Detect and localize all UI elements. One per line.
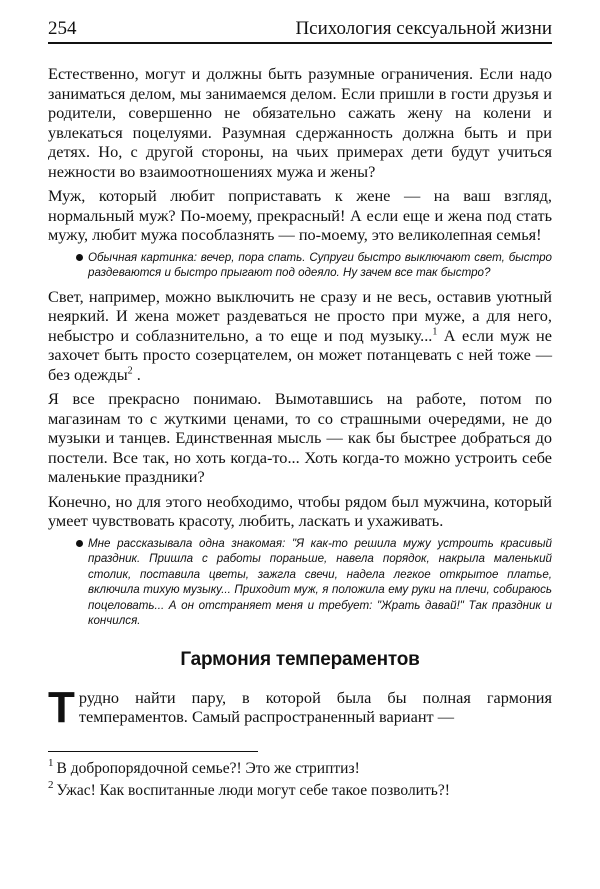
- running-title: Психология сексуальной жизни: [295, 18, 552, 39]
- paragraph: [48, 682, 552, 732]
- section-heading: Гармония темпераментов: [180, 648, 420, 670]
- drop-cap: Т: [48, 682, 75, 732]
- footnote-ref[interactable]: 2: [127, 365, 133, 377]
- paragraph: Я все прекрасно понимаю. Вымотавшись на работе, потом по магазинам то с жуткими ценами, то со страшными очередями, не до музыки и танцев. Единственная мысль — как бы быстрее добраться до постели. Все так, но хоть когда-то... Хоть когда-то можно устроить себе маленькие праздники?: [48, 389, 552, 486]
- note-text: Обычная картинка: вечер, пора спать. Супруги быстро выключают свет, быстро раздеваются и быстро прыгают под одеяло. Ну зачем все так быстро?: [88, 250, 552, 279]
- paragraph: Конечно, но для этого необходимо, чтобы рядом был мужчина, который умеет чувствовать красоту, любить, ласкать и ухаживать.: [48, 491, 552, 530]
- bullet-icon: [76, 540, 83, 547]
- footnote-number: 1: [48, 757, 54, 770]
- paragraph: Муж, который любит поприставать к жене — на ваш взгляд, нормальный муж? По-моему, прекрасный! А если еще и жена под стать мужу, любит мужа пособлазнять — по-моему, это великолепная семья!: [48, 186, 552, 244]
- running-header: [48, 18, 552, 44]
- bullet-icon: [76, 254, 83, 261]
- bullet-note: [48, 250, 552, 281]
- footnote: [48, 758, 552, 780]
- footnote: [48, 780, 552, 802]
- footnote-number: 2: [48, 779, 54, 792]
- bullet-note: [48, 536, 552, 629]
- footnote-text: Ужас! Как воспитанные люди могут себе такое позволить?!: [56, 781, 450, 799]
- footnote-ref[interactable]: 1: [432, 326, 438, 338]
- paragraph-text: А если муж не захочет быть просто созерцателем, он может потанцевать с ней тоже — без одежды: [48, 325, 552, 384]
- footnote-divider: [48, 751, 258, 752]
- paragraph: [48, 287, 552, 385]
- paragraph: Естественно, могут и должны быть разумные ограничения. Если надо заниматься делом, мы занимаемся делом. Если пришли в гости друзья и родители, совершенно не обязательно сажать жену на колени и увлекаться поцелуями. Разумная сдержанность должна быть и при детях. Но, с другой стороны, на чьих примерах дети будут учиться нежности во взаимоотношениях мужа и жены?: [48, 64, 552, 181]
- footnote-text: В добропорядочной семье?! Это же стриптиз!: [56, 759, 360, 777]
- paragraph-text: .: [132, 364, 141, 384]
- paragraph-text: Свет, например, можно выключить не сразу и не весь, оставив уютный неяркий. И жена может раздеваться не просто при муже, а для него, небыстро и соблазнительно, а то еще и под музыку...: [48, 286, 552, 345]
- paragraph-text: рудно найти пару, в которой была бы полная гармония темпераментов. Самый распространенный вариант —: [78, 687, 552, 726]
- page-number: 254: [48, 18, 77, 39]
- note-text: Мне рассказывала одна знакомая: "Я как-то решила мужу устроить красивый праздник. Пришла с работы пораньше, навела порядок, накрыла маленький столик, поставила цветы, зажгла свечи, надела легкое открытое платье, включила тихую музыку... Приходит муж, я положила ему руки на плечи, собираюсь поцеловать... А он отстраняет меня и требует: "Жрать давай!" Так праздник и кончился.: [88, 536, 552, 627]
